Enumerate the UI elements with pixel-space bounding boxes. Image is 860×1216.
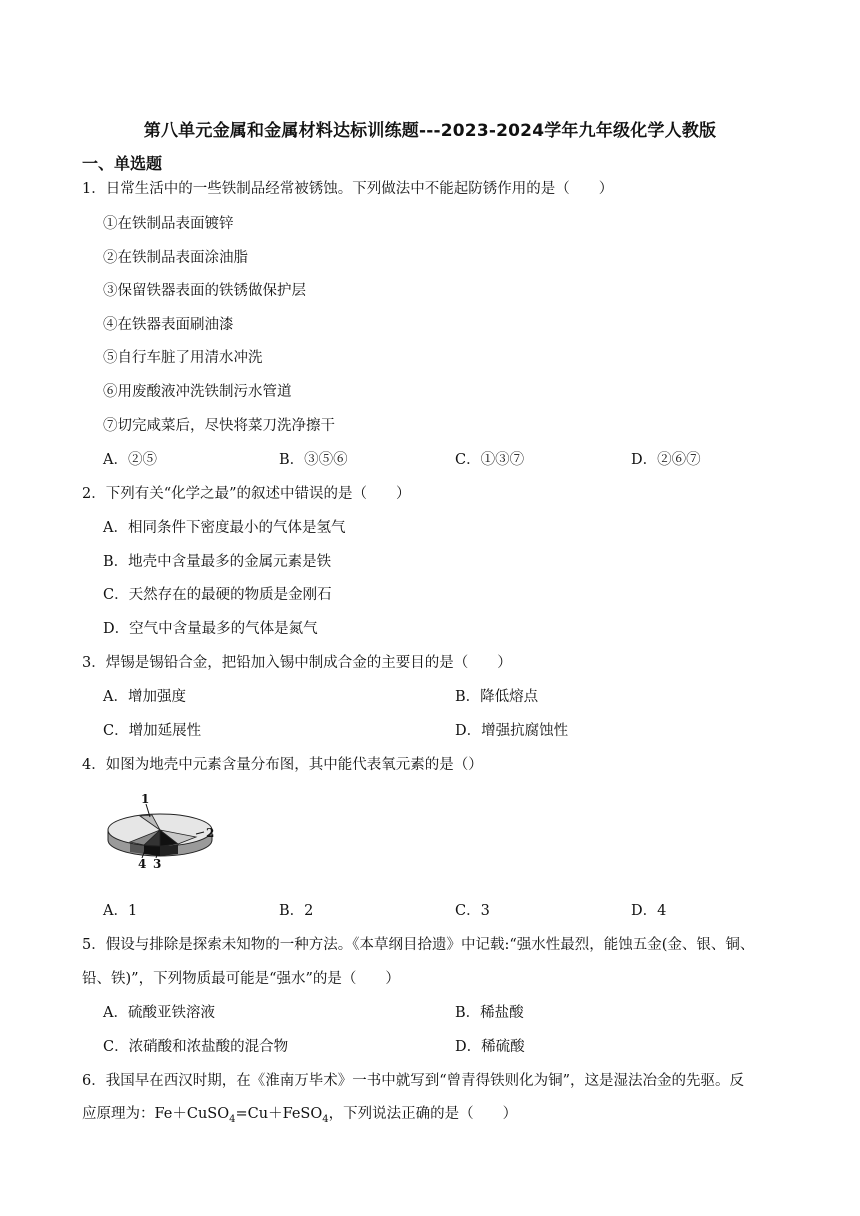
- question-1-item: ⑤自行车脏了用清水冲洗: [103, 350, 263, 366]
- crust-element-pie-figure: [100, 790, 220, 870]
- question-3-option-a[interactable]: A．增加强度: [103, 689, 186, 705]
- subscript: 4: [322, 1113, 329, 1125]
- question-2-option-b[interactable]: B．地壳中含量最多的金属元素是铁: [103, 554, 332, 570]
- question-3-stem: 3．焊锡是锡铅合金，把铅加入锡中制成合金的主要目的是（ ）: [82, 655, 512, 671]
- question-6-stem-line-2: [82, 1104, 517, 1130]
- question-4-option-b[interactable]: B．2: [279, 903, 314, 919]
- question-2-option-a[interactable]: A．相同条件下密度最小的气体是氢气: [103, 520, 346, 536]
- question-1-option-a[interactable]: A．②⑤: [103, 452, 157, 468]
- question-1-item: ①在铁制品表面镀锌: [103, 216, 234, 232]
- question-5-option-b[interactable]: B．稀盐酸: [455, 1005, 524, 1021]
- question-1-stem: 1．日常生活中的一些铁制品经常被锈蚀。下列做法中不能起防锈作用的是（ ）: [82, 181, 614, 197]
- figure-label-2: 2: [206, 826, 215, 840]
- question-5-option-a[interactable]: A．硫酸亚铁溶液: [103, 1005, 215, 1021]
- question-1-item: ⑦切完咸菜后，尽快将菜刀洗净擦干: [103, 418, 335, 434]
- question-2-option-c[interactable]: C．天然存在的最硬的物质是金刚石: [103, 587, 332, 603]
- question-2-option-d[interactable]: D．空气中含量最多的气体是氮气: [103, 621, 318, 637]
- question-1-option-c[interactable]: C．①③⑦: [455, 452, 525, 468]
- figure-label-1: 1: [141, 792, 150, 806]
- question-3-option-b[interactable]: B．降低熔点: [455, 689, 539, 705]
- question-5-option-d[interactable]: D．稀硫酸: [455, 1039, 525, 1055]
- figure-label-4: 4: [138, 857, 147, 870]
- question-1-option-b[interactable]: B．③⑤⑥: [279, 452, 348, 468]
- question-4-option-a[interactable]: A．1: [103, 903, 138, 919]
- equation-middle: =Cu＋FeSO: [235, 1106, 323, 1122]
- question-1-option-d[interactable]: D．②⑥⑦: [631, 452, 701, 468]
- question-5-stem-line-2: 铅、铁)”，下列物质最可能是“强水”的是（ ）: [82, 971, 400, 987]
- question-5-option-c[interactable]: C．浓硝酸和浓盐酸的混合物: [103, 1039, 289, 1055]
- question-1-item: ③保留铁器表面的铁锈做保护层: [103, 283, 306, 299]
- question-6-stem-line-1: 6．我国早在西汉时期，在《淮南万毕术》一书中就写到“曾青得铁则化为铜”，这是湿法冶金的先驱。反: [82, 1073, 745, 1089]
- stem-suffix: ，下列说法正确的是（ ）: [328, 1106, 518, 1122]
- figure-label-3: 3: [153, 857, 162, 870]
- question-1-item: ⑥用废酸液冲洗铁制污水管道: [103, 384, 292, 400]
- question-3-option-d[interactable]: D．增强抗腐蚀性: [455, 723, 569, 739]
- subscript: 4: [229, 1113, 236, 1125]
- question-4-option-c[interactable]: C．3: [455, 903, 490, 919]
- question-4-stem: 4．如图为地壳中元素含量分布图，其中能代表氧元素的是（）: [82, 757, 483, 773]
- question-2-stem: 2．下列有关“化学之最”的叙述中错误的是（ ）: [82, 486, 411, 502]
- question-1-item: ②在铁制品表面涂油脂: [103, 250, 248, 266]
- question-4-option-d[interactable]: D．4: [631, 903, 667, 919]
- question-1-item: ④在铁器表面刷油漆: [103, 317, 234, 333]
- page-title: 第八单元金属和金属材料达标训练题---2023-2024学年九年级化学人教版: [143, 121, 717, 141]
- section-heading: 一、单选题: [82, 154, 163, 173]
- question-5-stem-line-1: 5．假设与排除是探索未知物的一种方法。《本草纲目拾遗》中记载:“强水性最烈，能蚀五金(金、银、铜、: [82, 937, 755, 953]
- question-3-option-c[interactable]: C．增加延展性: [103, 723, 202, 739]
- equation-prefix: 应原理为：Fe＋CuSO: [82, 1106, 230, 1122]
